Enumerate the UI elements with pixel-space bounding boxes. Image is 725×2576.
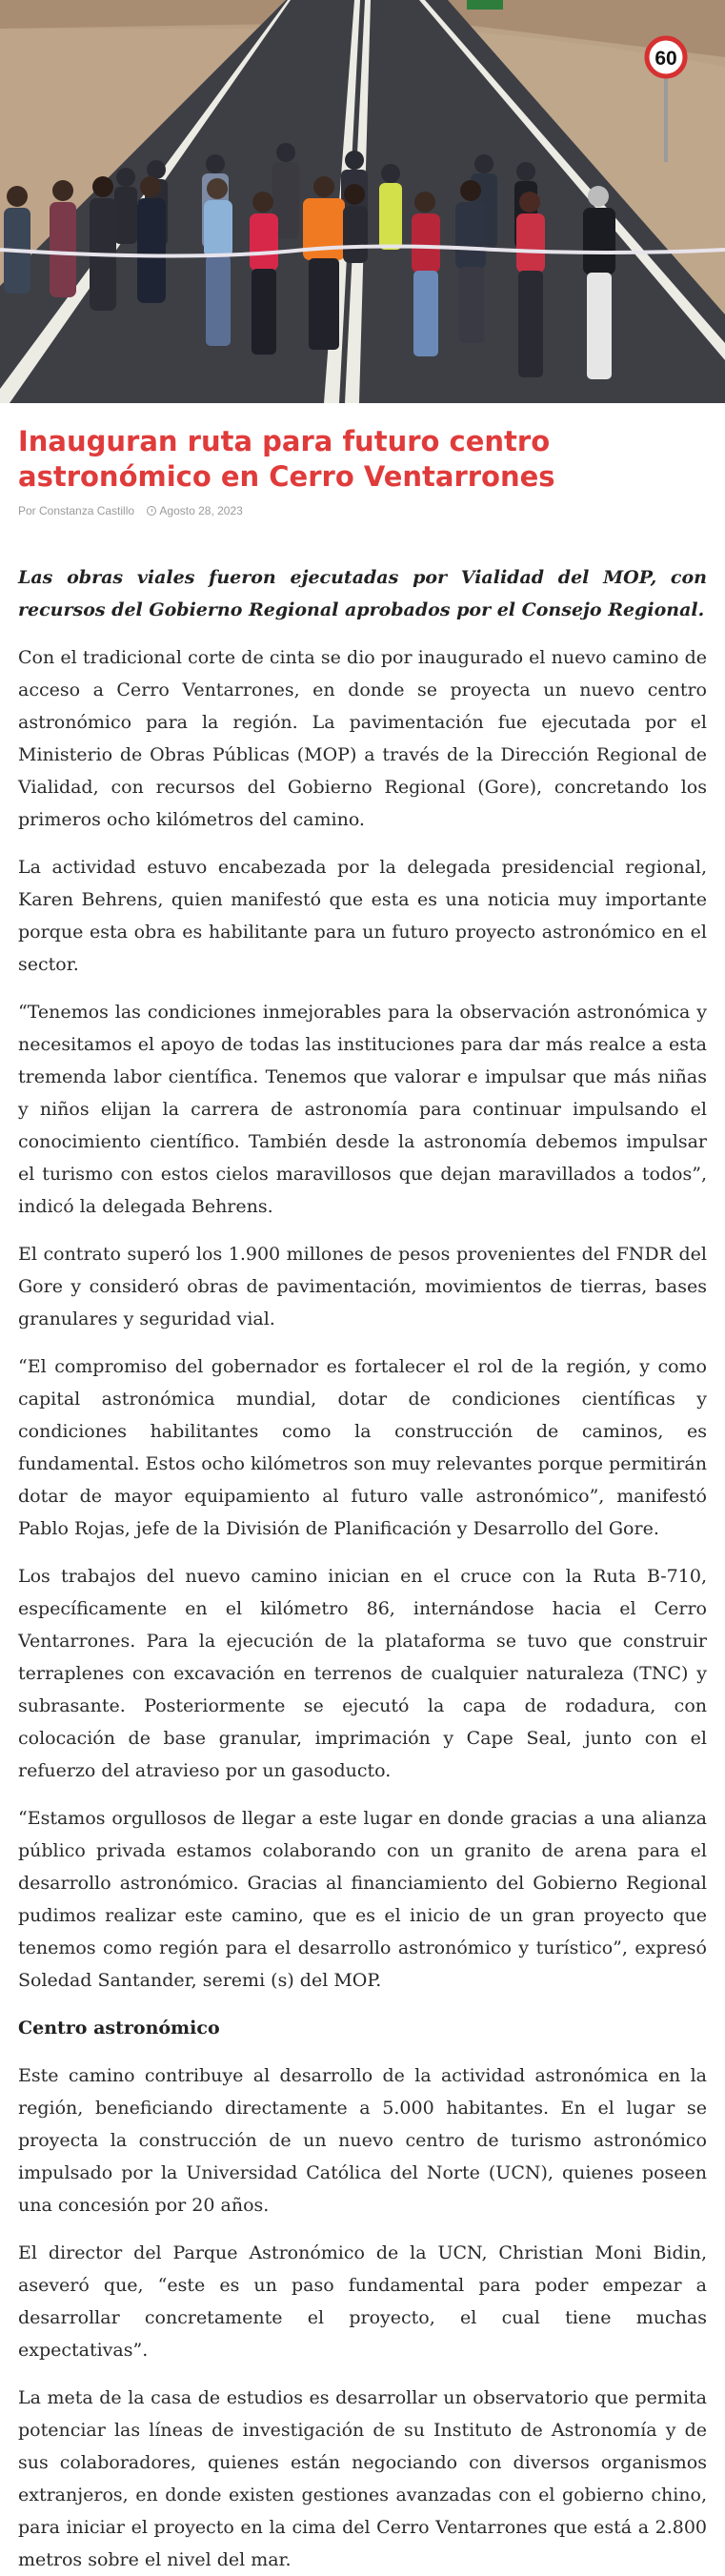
publish-date-text: Agosto 28, 2023 [159, 504, 243, 517]
author-link[interactable]: Por Constanza Castillo [18, 504, 135, 517]
article-paragraph: “Tenemos las condiciones inmejorables para la observación astronómica y necesitamos el apoyo de todas las instituciones para dar más realce a esta tremenda labor científica. Tenemos que valorar e impulsar que más niñas y niños elijan la carrera de astronomía para continuar impulsando el conocimiento científico. También desde la astronomía debemos impulsar el turismo con estos cielos maravillosos que dejan maravillados a todos”, indicó la delegada Behrens. [18, 1002, 707, 1217]
article-paragraph: Este camino contribuye al desarrollo de la actividad astronómica en la región, beneficiando directamente a 5.000 habitantes. En el lugar se proyecta la construcción de un nuevo centro de turismo astronómico impulsado por la Universidad Católica del Norte (UCN), quienes poseen una concesión por 20 años. [18, 2065, 707, 2216]
article-paragraph: Con el tradicional corte de cinta se dio por inaugurado el nuevo camino de acceso a Cerro Ventarrones, en donde se proyecta un nuevo centro astronómico para la región. La pavimentación fue ejecutada por el Ministerio de Obras Públicas (MOP) a través de la Dirección Regional de Vialidad, con recursos del Gobierno Regional (Gore), concretando los primeros ocho kilómetros del camino. [18, 647, 707, 830]
speed-limit-value: 60 [655, 48, 677, 70]
article-meta [18, 504, 707, 517]
article-paragraph: La actividad estuvo encabezada por la delegada presidencial regional, Karen Behrens, quien manifestó que esta es una noticia muy importante porque esta obra es habilitante para un futuro proyecto astronómico en el sector. [18, 857, 707, 975]
ribbon-cutting-scene [0, 0, 725, 403]
article-paragraph: “Estamos orgullosos de llegar a este lugar en donde gracias a una alianza público privada estamos colaborando con un granito de arena para el desarrollo astronómico. Gracias al financiamiento del Gobierno Regional pudimos realizar este camino, que es el inicio de un gran proyecto que tenemos como región para el desarrollo astronómico y turístico”, expresó Soledad Santander, seremi (s) del MOP. [18, 1808, 707, 1991]
article-paragraph: La meta de la casa de estudios es desarrollar un observatorio que permita potenciar las líneas de investigación de su Instituto de Astronomía y de sus colaboradores, quienes están negociando con diversos organismos extranjeros, en donde existen gestiones avanzadas con el gobierno chino, para iniciar el proyecto en la cima del Cerro Ventarrones que está a 2.800 metros sobre el nivel del mar. [18, 2387, 707, 2570]
article-body [18, 641, 707, 2576]
article [0, 424, 725, 2576]
hero-photo [0, 0, 725, 403]
article-paragraph: El director del Parque Astronómico de la UCN, Christian Moni Bidin, aseveró que, “este es un paso fundamental para poder empezar a desarrollar concretamente el proyecto, el cual tiene muchas expectativas”. [18, 2242, 707, 2361]
article-title: Inauguran ruta para futuro centro astronómico en Cerro Ventarrones [18, 425, 555, 493]
section-heading: Centro astronómico [18, 2018, 220, 2038]
article-paragraph: “El compromiso del gobernador es fortalecer el rol de la región, y como capital astronómica mundial, dotar de condiciones científicas y condiciones habilitantes como la construcción de caminos, es fundamental. Estos ocho kilómetros son muy relevantes porque permitirán dotar de mayor equipamiento al futuro valle astronómico”, manifestó Pablo Rojas, jefe de la División de Planificación y Desarrollo del Gore. [18, 1356, 707, 1539]
article-paragraph: El contrato superó los 1.900 millones de pesos provenientes del FNDR del Gore y consideró obras de pavimentación, movimientos de tierras, bases granulares y seguridad vial. [18, 1244, 707, 1329]
article-paragraph: Los trabajos del nuevo camino inician en el cruce con la Ruta B-710, específicamente en el kilómetro 86, internándose hacia el Cerro Ventarrones. Para la ejecución de la plataforma se tuvo que construir terraplenes con excavación en terrenos de cualquier naturaleza (TNC) y subrasante. Posteriormente se ejecutó la capa de rodadura, con colocación de base granular, imprimación y Cape Seal, junto con el refuerzo del atravieso por un gasoducto. [18, 1566, 707, 1781]
article-lead: Las obras viales fueron ejecutadas por Vialidad del MOP, con recursos del Gobierno Regional aprobados por el Consejo Regional. [18, 567, 707, 620]
publish-date [147, 504, 242, 517]
road-sign-green [467, 0, 503, 10]
clock-icon [147, 506, 156, 516]
